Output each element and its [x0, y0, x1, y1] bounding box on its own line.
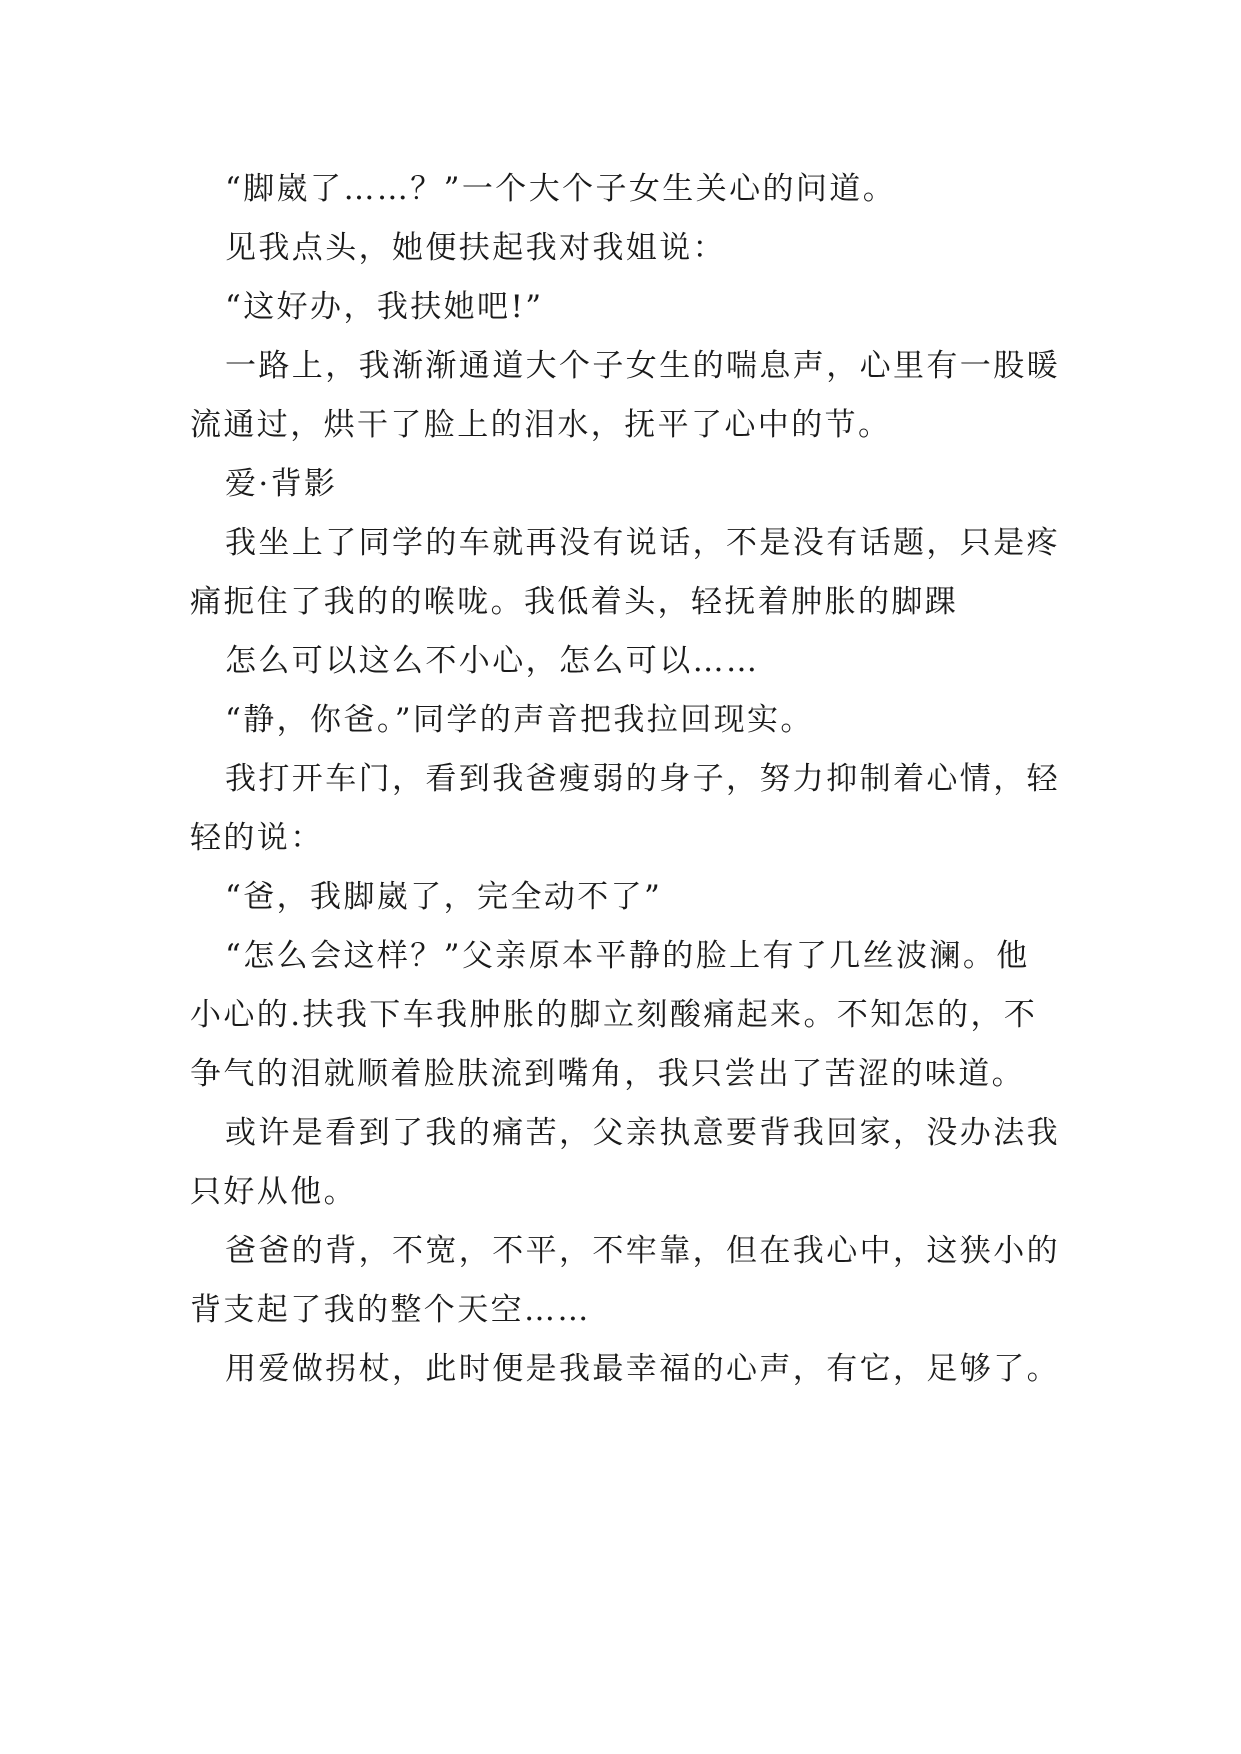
- paragraph-line: 小心的.扶我下车我肿胀的脚立刻酸痛起来。不知怎的，不: [190, 997, 1038, 1033]
- paragraph-line: “脚崴了……？”一个大个子女生关心的问道。: [225, 171, 897, 207]
- paragraph-line: 我打开车门，看到我爸瘦弱的身子，努力抑制着心情，轻: [225, 761, 1060, 797]
- paragraph-line: 爸爸的背，不宽，不平，不牢靠，但在我心中，这狭小的: [225, 1233, 1060, 1269]
- section-heading: 爱·背影: [225, 466, 338, 502]
- paragraph-line: 见我点头，她便扶起我对我姐说：: [225, 230, 726, 266]
- paragraph-line: “静，你爸。”同学的声音把我拉回现实。: [225, 702, 814, 738]
- paragraph-line: 流通过，烘干了脸上的泪水，抚平了心中的节。: [190, 407, 892, 443]
- paragraph-line: “怎么会这样？”父亲原本平静的脸上有了几丝波澜。他: [225, 938, 1030, 974]
- paragraph-line: 只好从他。: [190, 1174, 357, 1210]
- paragraph-line: 轻的说：: [190, 820, 324, 856]
- paragraph-line: 痛扼住了我的的喉咙。我低着头，轻抚着肿胀的脚踝: [190, 584, 959, 620]
- paragraph-line: 背支起了我的整个天空……: [190, 1292, 591, 1328]
- paragraph-line: 或许是看到了我的痛苦，父亲执意要背我回家，没办法我: [225, 1115, 1060, 1151]
- paragraph-line: “这好办，我扶她吧!”: [225, 289, 544, 325]
- paragraph-line: 一路上，我渐渐通道大个子女生的喘息声，心里有一股暖: [225, 348, 1060, 384]
- paragraph-line: 争气的泪就顺着脸肤流到嘴角，我只尝出了苦涩的味道。: [190, 1056, 1025, 1092]
- paragraph-line: 怎么可以这么不小心，怎么可以……: [225, 643, 760, 679]
- document-body: [190, 160, 1090, 1399]
- paragraph-line: “爸，我脚崴了，完全动不了”: [225, 879, 663, 915]
- paragraph-line: 我坐上了同学的车就再没有说话，不是没有话题，只是疼: [225, 525, 1060, 561]
- paragraph-line: 用爱做拐杖，此时便是我最幸福的心声，有它，足够了。: [225, 1351, 1060, 1387]
